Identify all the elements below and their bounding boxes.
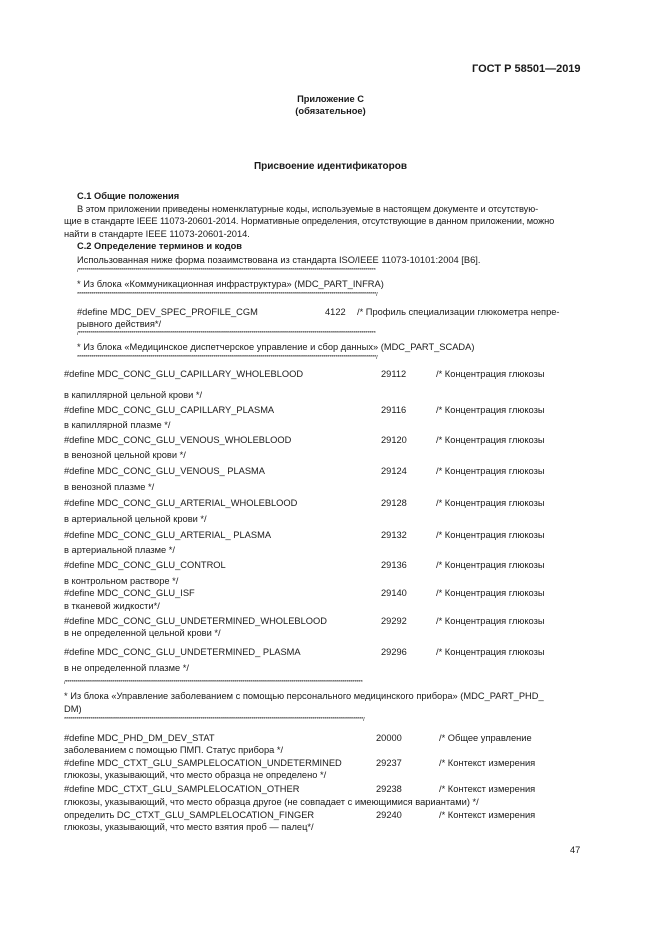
define-desc-cont: в тканевой жидкости*/ [64, 601, 160, 611]
page-number: 47 [570, 845, 581, 855]
define-desc-cont: глюкозы, указывающий, что место взятия проб — палец*/ [64, 822, 314, 832]
infra-desc-cont: рывного действия*/ [77, 319, 162, 329]
define-line: #define MDC_CONC_GLU_CONTROL [64, 560, 226, 570]
define-desc-cont: в капиллярной плазме */ [64, 420, 171, 430]
define-desc-cont: в венозной плазме */ [64, 482, 155, 492]
define-code: 29136 [381, 560, 407, 570]
define-desc: /* Концентрация глюкозы [436, 647, 545, 657]
comment-close-rule: ***************************************************************************************************************************************************/ [77, 292, 378, 298]
c1-line3: найти в стандарте IEEE 11073-20601-2014. [64, 229, 250, 239]
define-desc: /* Концентрация глюкозы [436, 435, 545, 445]
appendix-status: (обязательное) [295, 106, 366, 116]
define-desc-cont: в артериальной плазме */ [64, 545, 175, 555]
define-desc: /* Общее управление [439, 733, 532, 743]
define-line: #define MDC_CONC_GLU_CAPILLARY_PLASMA [64, 405, 275, 415]
c1-line1: В этом приложении приведены номенклатурные коды, используемые в настоящем документе и отсутствую- [77, 204, 539, 214]
define-line: #define MDC_PHD_DM_DEV_STAT [64, 733, 215, 743]
define-line: #define MDC_CONC_GLU_VENOUS_ PLASMA [64, 466, 265, 476]
c2-title: С.2 Определение терминов и кодов [77, 241, 243, 251]
define-desc: /* Контекст измерения [439, 810, 536, 820]
comment-open-rule: /************************************************************************************************************************************************** [77, 268, 376, 274]
define-code: 29124 [381, 466, 407, 476]
define-code: 29112 [381, 369, 407, 379]
define-line: #define MDC_CONC_GLU_ARTERIAL_WHOLEBLOOD [64, 498, 298, 508]
define-line: #define MDC_CONC_GLU_UNDETERMINED_WHOLEBLOOD [64, 616, 327, 626]
infra-code: 4122 [325, 307, 346, 317]
define-code: 20000 [376, 733, 402, 743]
define-desc: /* Концентрация глюкозы [436, 588, 545, 598]
c1-title: С.1 Общие положения [77, 191, 180, 201]
define-line: #define MDC_CONC_GLU_ARTERIAL_ PLASMA [64, 530, 272, 540]
define-line: #define MDC_CTXT_GLU_SAMPLELOCATION_OTHER [64, 784, 300, 794]
scada-comment: * Из блока «Медицинское диспетчерское управление и сбор данных» (MDC_PART_SCADA) [77, 342, 475, 352]
define-desc-cont: в не определенной цельной крови */ [64, 628, 221, 638]
define-desc-cont: в контрольном растворе */ [64, 576, 179, 586]
define-desc: /* Концентрация глюкозы [436, 405, 545, 415]
comment-close-rule: ***************************************************************************************************************************************************/ [64, 717, 365, 723]
define-code: 29140 [381, 588, 407, 598]
section-heading: Присвоение идентификаторов [253, 161, 408, 172]
comment-open-rule: /************************************************************************************************************************************************** [64, 680, 363, 686]
define-desc: /* Концентрация глюкозы [436, 560, 545, 570]
define-desc-cont: глюкозы, указывающий, что место образца другое (не совпадает с имеющимися вариантами) */ [64, 797, 479, 807]
phd-comment: * Из блока «Управление заболеванием с помощью персонального медицинского прибора» (MDC_PART_PHD_ [64, 691, 544, 701]
define-code: 29116 [381, 405, 407, 415]
define-desc: /* Контекст измерения [439, 784, 536, 794]
define-desc: /* Контекст измерения [439, 758, 536, 768]
define-desc-cont: в не определенной плазме */ [64, 663, 189, 673]
infra-desc: /* Профиль специализации глюкометра непре- [357, 307, 560, 317]
define-line: #define MDC_CONC_GLU_UNDETERMINED_ PLASMA [64, 647, 301, 657]
define-desc-cont: в артериальной цельной крови */ [64, 514, 207, 524]
define-desc-cont: в капиллярной цельной крови */ [64, 390, 203, 400]
define-code: 29237 [376, 758, 402, 768]
define-desc: /* Концентрация глюкозы [436, 530, 545, 540]
infra-comment: * Из блока «Коммуникационная инфраструктура» (MDC_PART_INFRA) [77, 279, 384, 289]
phd-comment-cont: DM) [64, 704, 82, 714]
define-desc: /* Концентрация глюкозы [436, 498, 545, 508]
appendix-title: Приложение С [297, 94, 364, 104]
define-desc: /* Концентрация глюкозы [436, 466, 545, 476]
define-line: #define MDC_CONC_GLU_VENOUS_WHOLEBLOOD [64, 435, 292, 445]
define-line: #define MDC_CONC_GLU_ISF [64, 588, 195, 598]
c2-intro: Использованная ниже форма позаимствована из стандарта ISO/IEEE 11073-10101:2004 [B6]. [77, 255, 481, 265]
define-desc: /* Концентрация глюкозы [436, 616, 545, 626]
define-code: 29128 [381, 498, 407, 508]
define-desc-cont: заболеванием с помощью ПМП. Статус прибора */ [64, 745, 284, 755]
define-code: 29292 [381, 616, 407, 626]
c1-line2: щие в стандарте IEEE 11073-20601-2014. Нормативные определения, отсутствующие в данном приложении, можно [64, 216, 555, 226]
define-code: 29132 [381, 530, 407, 540]
define-line: #define MDC_CONC_GLU_CAPILLARY_WHOLEBLOOD [64, 369, 304, 379]
define-line: определить DC_CTXT_GLU_SAMPLELOCATION_FINGER [64, 810, 315, 820]
define-code: 29120 [381, 435, 407, 445]
define-code: 29238 [376, 784, 402, 794]
standard-id: ГОСТ Р 58501—2019 [472, 63, 581, 75]
define-desc-cont: в венозной цельной крови */ [64, 450, 186, 460]
define-line: #define MDC_CTXT_GLU_SAMPLELOCATION_UNDETERMINED [64, 758, 342, 768]
define-code: 29296 [381, 647, 407, 657]
define-code: 29240 [376, 810, 402, 820]
define-desc-cont: глюкозы, указывающий, что место образца не определено */ [64, 770, 327, 780]
infra-define: #define MDC_DEV_SPEC_PROFILE_CGM [77, 307, 258, 317]
comment-open-rule: /************************************************************************************************************************************************** [77, 331, 376, 337]
comment-close-rule: ***************************************************************************************************************************************************/ [77, 355, 378, 361]
define-desc: /* Концентрация глюкозы [436, 369, 545, 379]
